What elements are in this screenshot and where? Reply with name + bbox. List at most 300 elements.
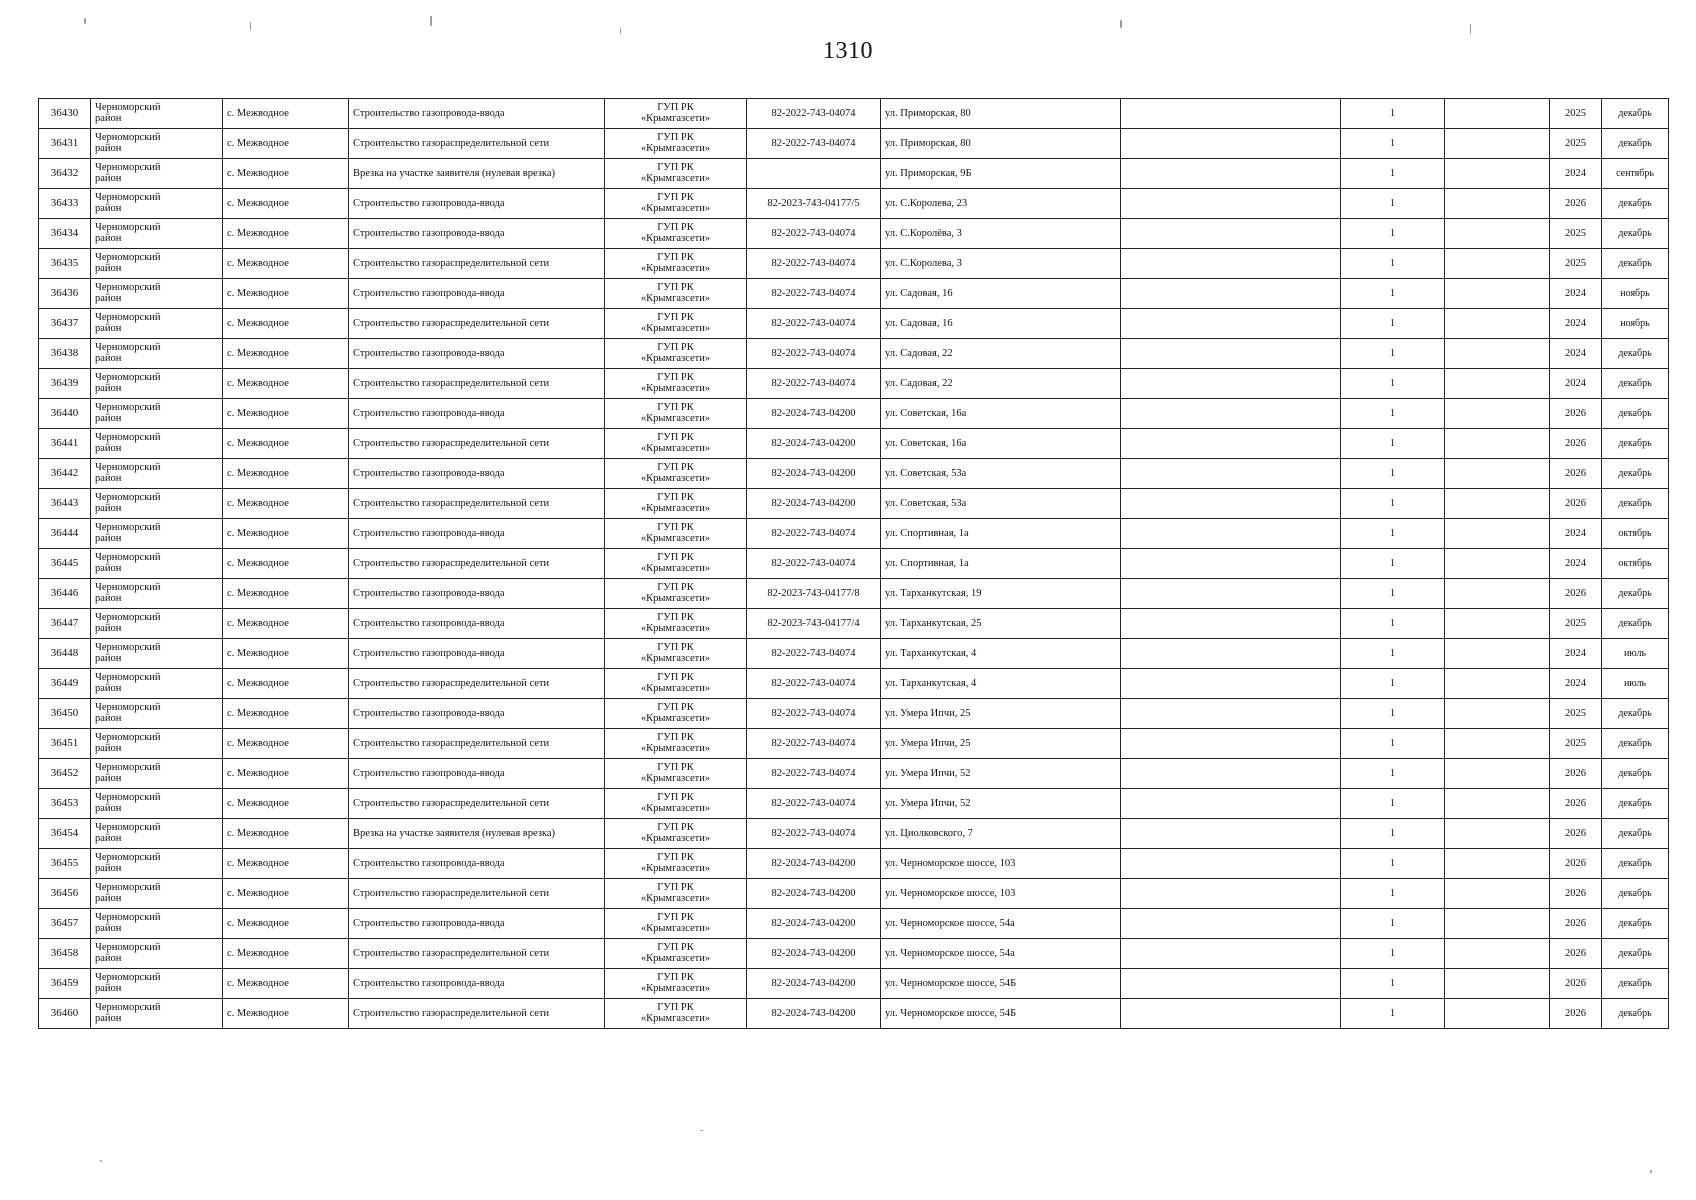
table-row bbox=[39, 789, 1669, 819]
table-row bbox=[39, 369, 1669, 399]
empty-cell bbox=[1121, 219, 1341, 249]
organization-cell bbox=[605, 309, 747, 339]
organization-text: «Крымгазсети» bbox=[640, 112, 711, 124]
month-cell: декабрь bbox=[1602, 429, 1669, 459]
address-cell: ул. Циолковского, 7 bbox=[881, 819, 1121, 849]
organization-cell bbox=[605, 849, 747, 879]
program-code-cell: 82-2024-743-04200 bbox=[747, 849, 881, 879]
quantity-cell: 1 bbox=[1341, 609, 1445, 639]
organization-cell bbox=[605, 639, 747, 669]
work-type-cell: Строительство газораспределительной сети bbox=[349, 669, 605, 699]
registry-body bbox=[39, 99, 1669, 1029]
quantity-cell: 1 bbox=[1341, 519, 1445, 549]
month-cell: декабрь bbox=[1602, 399, 1669, 429]
empty-cell bbox=[1445, 969, 1550, 999]
empty-cell bbox=[1121, 699, 1341, 729]
empty-cell bbox=[1121, 249, 1341, 279]
quantity-cell: 1 bbox=[1341, 249, 1445, 279]
year-cell: 2026 bbox=[1550, 939, 1602, 969]
empty-cell bbox=[1445, 549, 1550, 579]
record-number: 36442 bbox=[39, 459, 91, 489]
district-text: Черноморский bbox=[95, 582, 161, 593]
organization-cell bbox=[605, 699, 747, 729]
quantity-cell: 1 bbox=[1341, 489, 1445, 519]
district-cell bbox=[91, 519, 223, 549]
organization-cell bbox=[605, 369, 747, 399]
record-number: 36451 bbox=[39, 729, 91, 759]
month-cell: декабрь bbox=[1602, 459, 1669, 489]
organization-cell bbox=[605, 459, 747, 489]
month-cell: ноябрь bbox=[1602, 309, 1669, 339]
district-text: Черноморский bbox=[95, 402, 161, 413]
work-type-cell: Строительство газораспределительной сети bbox=[349, 129, 605, 159]
address-cell: ул. Садовая, 16 bbox=[881, 309, 1121, 339]
district-text: Черноморский bbox=[95, 942, 161, 953]
table-row bbox=[39, 549, 1669, 579]
district-text: Черноморский bbox=[95, 642, 161, 653]
district-cell bbox=[91, 879, 223, 909]
work-type-cell: Строительство газораспределительной сети bbox=[349, 549, 605, 579]
year-cell: 2026 bbox=[1550, 579, 1602, 609]
organization-text: «Крымгазсети» bbox=[640, 742, 711, 754]
organization-text: ГУП РК bbox=[657, 972, 694, 983]
scan-speck bbox=[430, 16, 432, 26]
organization-text: «Крымгазсети» bbox=[640, 142, 711, 154]
district-text: район bbox=[95, 232, 122, 244]
empty-cell bbox=[1445, 939, 1550, 969]
quantity-cell: 1 bbox=[1341, 819, 1445, 849]
district-text: Черноморский bbox=[95, 912, 161, 923]
district-text: Черноморский bbox=[95, 882, 161, 893]
year-cell: 2025 bbox=[1550, 129, 1602, 159]
quantity-cell: 1 bbox=[1341, 579, 1445, 609]
empty-cell bbox=[1445, 459, 1550, 489]
settlement-cell: с. Межводное bbox=[223, 189, 349, 219]
record-number: 36448 bbox=[39, 639, 91, 669]
record-number: 36446 bbox=[39, 579, 91, 609]
organization-cell bbox=[605, 579, 747, 609]
organization-text: «Крымгазсети» bbox=[640, 562, 711, 574]
program-code-cell: 82-2022-743-04074 bbox=[747, 99, 881, 129]
table-row bbox=[39, 759, 1669, 789]
organization-text: «Крымгазсети» bbox=[640, 802, 711, 814]
organization-text: ГУП РК bbox=[657, 522, 694, 533]
year-cell: 2024 bbox=[1550, 519, 1602, 549]
month-cell: декабрь bbox=[1602, 219, 1669, 249]
organization-text: «Крымгазсети» bbox=[640, 622, 711, 634]
district-text: район bbox=[95, 292, 122, 304]
district-text: район bbox=[95, 952, 122, 964]
program-code-cell: 82-2024-743-04200 bbox=[747, 489, 881, 519]
scan-speck bbox=[1650, 1170, 1652, 1173]
table-row bbox=[39, 309, 1669, 339]
settlement-cell: с. Межводное bbox=[223, 669, 349, 699]
address-cell: ул. Умера Ипчи, 52 bbox=[881, 789, 1121, 819]
organization-text: ГУП РК bbox=[657, 342, 694, 353]
work-type-cell: Строительство газопровода-ввода bbox=[349, 639, 605, 669]
address-cell: ул. Приморская, 80 bbox=[881, 129, 1121, 159]
organization-text: ГУП РК bbox=[657, 372, 694, 383]
address-cell: ул. Спортивная, 1а bbox=[881, 549, 1121, 579]
district-cell bbox=[91, 189, 223, 219]
organization-cell bbox=[605, 279, 747, 309]
address-cell: ул. Советская, 16а bbox=[881, 429, 1121, 459]
organization-cell bbox=[605, 669, 747, 699]
month-cell: декабрь bbox=[1602, 579, 1669, 609]
month-cell: декабрь bbox=[1602, 249, 1669, 279]
work-type-cell: Строительство газопровода-ввода bbox=[349, 219, 605, 249]
empty-cell bbox=[1121, 789, 1341, 819]
organization-text: ГУП РК bbox=[657, 852, 694, 863]
quantity-cell: 1 bbox=[1341, 999, 1445, 1029]
organization-text: «Крымгазсети» bbox=[640, 172, 711, 184]
empty-cell bbox=[1445, 789, 1550, 819]
settlement-cell: с. Межводное bbox=[223, 399, 349, 429]
record-number: 36452 bbox=[39, 759, 91, 789]
month-cell: декабрь bbox=[1602, 699, 1669, 729]
district-text: Черноморский bbox=[95, 1002, 161, 1013]
empty-cell bbox=[1121, 99, 1341, 129]
work-type-cell: Строительство газопровода-ввода bbox=[349, 759, 605, 789]
district-cell bbox=[91, 549, 223, 579]
record-number: 36455 bbox=[39, 849, 91, 879]
empty-cell bbox=[1445, 249, 1550, 279]
table-row bbox=[39, 969, 1669, 999]
organization-text: ГУП РК bbox=[657, 732, 694, 743]
program-code-cell: 82-2024-743-04200 bbox=[747, 939, 881, 969]
district-cell bbox=[91, 219, 223, 249]
record-number: 36458 bbox=[39, 939, 91, 969]
district-cell bbox=[91, 249, 223, 279]
quantity-cell: 1 bbox=[1341, 879, 1445, 909]
empty-cell bbox=[1121, 399, 1341, 429]
settlement-cell: с. Межводное bbox=[223, 429, 349, 459]
record-number: 36453 bbox=[39, 789, 91, 819]
quantity-cell: 1 bbox=[1341, 549, 1445, 579]
settlement-cell: с. Межводное bbox=[223, 219, 349, 249]
scan-speck bbox=[700, 1130, 703, 1131]
record-number: 36441 bbox=[39, 429, 91, 459]
empty-cell bbox=[1445, 999, 1550, 1029]
program-code-cell: 82-2022-743-04074 bbox=[747, 729, 881, 759]
district-cell bbox=[91, 759, 223, 789]
settlement-cell: с. Межводное bbox=[223, 909, 349, 939]
district-text: Черноморский bbox=[95, 462, 161, 473]
record-number: 36434 bbox=[39, 219, 91, 249]
quantity-cell: 1 bbox=[1341, 939, 1445, 969]
district-cell bbox=[91, 849, 223, 879]
organization-cell bbox=[605, 129, 747, 159]
year-cell: 2024 bbox=[1550, 369, 1602, 399]
address-cell: ул. Черноморское шоссе, 103 bbox=[881, 879, 1121, 909]
district-text: район bbox=[95, 262, 122, 274]
program-code-cell: 82-2023-743-04177/8 bbox=[747, 579, 881, 609]
district-text: Черноморский bbox=[95, 852, 161, 863]
table-row bbox=[39, 849, 1669, 879]
empty-cell bbox=[1121, 159, 1341, 189]
work-type-cell: Строительство газопровода-ввода bbox=[349, 189, 605, 219]
year-cell: 2026 bbox=[1550, 759, 1602, 789]
month-cell: декабрь bbox=[1602, 939, 1669, 969]
district-cell bbox=[91, 789, 223, 819]
district-text: район bbox=[95, 892, 122, 904]
district-text: район bbox=[95, 622, 122, 634]
empty-cell bbox=[1121, 609, 1341, 639]
work-type-cell: Строительство газораспределительной сети bbox=[349, 249, 605, 279]
district-cell bbox=[91, 99, 223, 129]
organization-text: ГУП РК bbox=[657, 582, 694, 593]
year-cell: 2026 bbox=[1550, 399, 1602, 429]
organization-text: «Крымгазсети» bbox=[640, 352, 711, 364]
empty-cell bbox=[1445, 759, 1550, 789]
quantity-cell: 1 bbox=[1341, 219, 1445, 249]
organization-text: «Крымгазсети» bbox=[640, 862, 711, 874]
organization-cell bbox=[605, 249, 747, 279]
address-cell: ул. Тарханкутская, 19 bbox=[881, 579, 1121, 609]
district-text: район bbox=[95, 442, 122, 454]
month-cell: сентябрь bbox=[1602, 159, 1669, 189]
empty-cell bbox=[1121, 369, 1341, 399]
table-row bbox=[39, 129, 1669, 159]
address-cell: ул. Тарханкутская, 25 bbox=[881, 609, 1121, 639]
district-text: Черноморский bbox=[95, 672, 161, 683]
month-cell: декабрь bbox=[1602, 879, 1669, 909]
month-cell: октябрь bbox=[1602, 519, 1669, 549]
year-cell: 2024 bbox=[1550, 339, 1602, 369]
work-type-cell: Строительство газопровода-ввода bbox=[349, 519, 605, 549]
quantity-cell: 1 bbox=[1341, 279, 1445, 309]
organization-text: «Крымгазсети» bbox=[640, 922, 711, 934]
address-cell: ул. С.Королева, 3 bbox=[881, 249, 1121, 279]
address-cell: ул. Тарханкутская, 4 bbox=[881, 639, 1121, 669]
quantity-cell: 1 bbox=[1341, 339, 1445, 369]
district-cell bbox=[91, 999, 223, 1029]
district-cell bbox=[91, 969, 223, 999]
organization-text: ГУП РК bbox=[657, 792, 694, 803]
scan-speck bbox=[1120, 20, 1122, 28]
month-cell: декабрь bbox=[1602, 819, 1669, 849]
settlement-cell: с. Межводное bbox=[223, 609, 349, 639]
organization-text: «Крымгазсети» bbox=[640, 232, 711, 244]
district-text: район bbox=[95, 652, 122, 664]
district-text: Черноморский bbox=[95, 102, 161, 113]
address-cell: ул. Тарханкутская, 4 bbox=[881, 669, 1121, 699]
settlement-cell: с. Межводное bbox=[223, 879, 349, 909]
empty-cell bbox=[1121, 939, 1341, 969]
empty-cell bbox=[1121, 459, 1341, 489]
work-type-cell: Строительство газопровода-ввода bbox=[349, 399, 605, 429]
month-cell: декабрь bbox=[1602, 969, 1669, 999]
program-code-cell: 82-2022-743-04074 bbox=[747, 369, 881, 399]
month-cell: декабрь bbox=[1602, 789, 1669, 819]
empty-cell bbox=[1121, 279, 1341, 309]
table-row bbox=[39, 339, 1669, 369]
program-code-cell: 82-2022-743-04074 bbox=[747, 759, 881, 789]
program-code-cell: 82-2022-743-04074 bbox=[747, 639, 881, 669]
record-number: 36447 bbox=[39, 609, 91, 639]
organization-text: ГУП РК bbox=[657, 612, 694, 623]
empty-cell bbox=[1445, 849, 1550, 879]
work-type-cell: Строительство газораспределительной сети bbox=[349, 429, 605, 459]
month-cell: декабрь bbox=[1602, 489, 1669, 519]
organization-cell bbox=[605, 549, 747, 579]
empty-cell bbox=[1445, 489, 1550, 519]
district-text: Черноморский bbox=[95, 162, 161, 173]
quantity-cell: 1 bbox=[1341, 639, 1445, 669]
program-code-cell: 82-2022-743-04074 bbox=[747, 789, 881, 819]
quantity-cell: 1 bbox=[1341, 849, 1445, 879]
address-cell: ул. Черноморское шоссе, 103 bbox=[881, 849, 1121, 879]
year-cell: 2026 bbox=[1550, 999, 1602, 1029]
year-cell: 2026 bbox=[1550, 489, 1602, 519]
organization-text: «Крымгазсети» bbox=[640, 472, 711, 484]
organization-text: «Крымгазсети» bbox=[640, 652, 711, 664]
organization-text: ГУП РК bbox=[657, 192, 694, 203]
district-cell bbox=[91, 609, 223, 639]
address-cell: ул. Умера Ипчи, 25 bbox=[881, 729, 1121, 759]
record-number: 36443 bbox=[39, 489, 91, 519]
work-type-cell: Строительство газопровода-ввода bbox=[349, 579, 605, 609]
organization-text: «Крымгазсети» bbox=[640, 442, 711, 454]
quantity-cell: 1 bbox=[1341, 459, 1445, 489]
empty-cell bbox=[1445, 129, 1550, 159]
work-type-cell: Строительство газопровода-ввода bbox=[349, 99, 605, 129]
year-cell: 2024 bbox=[1550, 549, 1602, 579]
empty-cell bbox=[1445, 339, 1550, 369]
district-text: Черноморский bbox=[95, 972, 161, 983]
district-text: район bbox=[95, 982, 122, 994]
empty-cell bbox=[1121, 579, 1341, 609]
empty-cell bbox=[1445, 309, 1550, 339]
month-cell: декабрь bbox=[1602, 909, 1669, 939]
settlement-cell: с. Межводное bbox=[223, 519, 349, 549]
table-row bbox=[39, 909, 1669, 939]
district-text: Черноморский bbox=[95, 702, 161, 713]
empty-cell bbox=[1445, 639, 1550, 669]
program-code-cell: 82-2024-743-04200 bbox=[747, 879, 881, 909]
organization-text: ГУП РК bbox=[657, 432, 694, 443]
quantity-cell: 1 bbox=[1341, 369, 1445, 399]
table-row bbox=[39, 159, 1669, 189]
address-cell: ул. Умера Ипчи, 52 bbox=[881, 759, 1121, 789]
program-code-cell: 82-2023-743-04177/4 bbox=[747, 609, 881, 639]
organization-text: ГУП РК bbox=[657, 312, 694, 323]
organization-text: ГУП РК bbox=[657, 942, 694, 953]
organization-cell bbox=[605, 519, 747, 549]
month-cell: декабрь bbox=[1602, 729, 1669, 759]
quantity-cell: 1 bbox=[1341, 189, 1445, 219]
district-text: район bbox=[95, 712, 122, 724]
empty-cell bbox=[1121, 429, 1341, 459]
record-number: 36454 bbox=[39, 819, 91, 849]
record-number: 36439 bbox=[39, 369, 91, 399]
table-row bbox=[39, 879, 1669, 909]
program-code-cell: 82-2022-743-04074 bbox=[747, 339, 881, 369]
settlement-cell: с. Межводное bbox=[223, 99, 349, 129]
quantity-cell: 1 bbox=[1341, 729, 1445, 759]
address-cell: ул. Приморская, 80 bbox=[881, 99, 1121, 129]
year-cell: 2024 bbox=[1550, 279, 1602, 309]
year-cell: 2026 bbox=[1550, 819, 1602, 849]
empty-cell bbox=[1445, 399, 1550, 429]
address-cell: ул. С.Королева, 23 bbox=[881, 189, 1121, 219]
empty-cell bbox=[1121, 969, 1341, 999]
settlement-cell: с. Межводное bbox=[223, 639, 349, 669]
organization-text: ГУП РК bbox=[657, 222, 694, 233]
district-cell bbox=[91, 579, 223, 609]
district-text: Черноморский bbox=[95, 132, 161, 143]
program-code-cell: 82-2022-743-04074 bbox=[747, 669, 881, 699]
district-cell bbox=[91, 129, 223, 159]
district-cell bbox=[91, 459, 223, 489]
work-type-cell: Строительство газопровода-ввода bbox=[349, 699, 605, 729]
program-code-cell: 82-2024-743-04200 bbox=[747, 459, 881, 489]
organization-text: ГУП РК bbox=[657, 402, 694, 413]
record-number: 36430 bbox=[39, 99, 91, 129]
settlement-cell: с. Межводное bbox=[223, 369, 349, 399]
district-cell bbox=[91, 639, 223, 669]
organization-cell bbox=[605, 489, 747, 519]
settlement-cell: с. Межводное bbox=[223, 249, 349, 279]
settlement-cell: с. Межводное bbox=[223, 579, 349, 609]
quantity-cell: 1 bbox=[1341, 309, 1445, 339]
district-text: Черноморский bbox=[95, 342, 161, 353]
empty-cell bbox=[1121, 819, 1341, 849]
quantity-cell: 1 bbox=[1341, 789, 1445, 819]
district-text: район bbox=[95, 802, 122, 814]
empty-cell bbox=[1445, 279, 1550, 309]
district-cell bbox=[91, 819, 223, 849]
district-cell bbox=[91, 429, 223, 459]
program-code-cell: 82-2022-743-04074 bbox=[747, 549, 881, 579]
settlement-cell: с. Межводное bbox=[223, 699, 349, 729]
program-code-cell: 82-2022-743-04074 bbox=[747, 279, 881, 309]
record-number: 36432 bbox=[39, 159, 91, 189]
record-number: 36440 bbox=[39, 399, 91, 429]
year-cell: 2026 bbox=[1550, 189, 1602, 219]
table-row bbox=[39, 459, 1669, 489]
scan-speck bbox=[620, 28, 621, 34]
district-text: район bbox=[95, 322, 122, 334]
work-type-cell: Строительство газопровода-ввода bbox=[349, 339, 605, 369]
record-number: 36460 bbox=[39, 999, 91, 1029]
settlement-cell: с. Межводное bbox=[223, 999, 349, 1029]
settlement-cell: с. Межводное bbox=[223, 849, 349, 879]
district-text: Черноморский bbox=[95, 252, 161, 263]
district-text: Черноморский bbox=[95, 612, 161, 623]
empty-cell bbox=[1121, 519, 1341, 549]
year-cell: 2026 bbox=[1550, 909, 1602, 939]
work-type-cell: Врезка на участке заявителя (нулевая врезка) bbox=[349, 159, 605, 189]
scan-speck bbox=[1470, 24, 1471, 34]
work-type-cell: Строительство газопровода-ввода bbox=[349, 459, 605, 489]
empty-cell bbox=[1121, 189, 1341, 219]
organization-cell bbox=[605, 399, 747, 429]
organization-text: «Крымгазсети» bbox=[640, 412, 711, 424]
program-code-cell: 82-2022-743-04074 bbox=[747, 249, 881, 279]
settlement-cell: с. Межводное bbox=[223, 459, 349, 489]
year-cell: 2025 bbox=[1550, 99, 1602, 129]
empty-cell bbox=[1121, 129, 1341, 159]
quantity-cell: 1 bbox=[1341, 129, 1445, 159]
empty-cell bbox=[1445, 669, 1550, 699]
district-text: район bbox=[95, 202, 122, 214]
organization-cell bbox=[605, 909, 747, 939]
empty-cell bbox=[1121, 639, 1341, 669]
district-text: район bbox=[95, 682, 122, 694]
month-cell: июль bbox=[1602, 639, 1669, 669]
district-text: Черноморский bbox=[95, 822, 161, 833]
